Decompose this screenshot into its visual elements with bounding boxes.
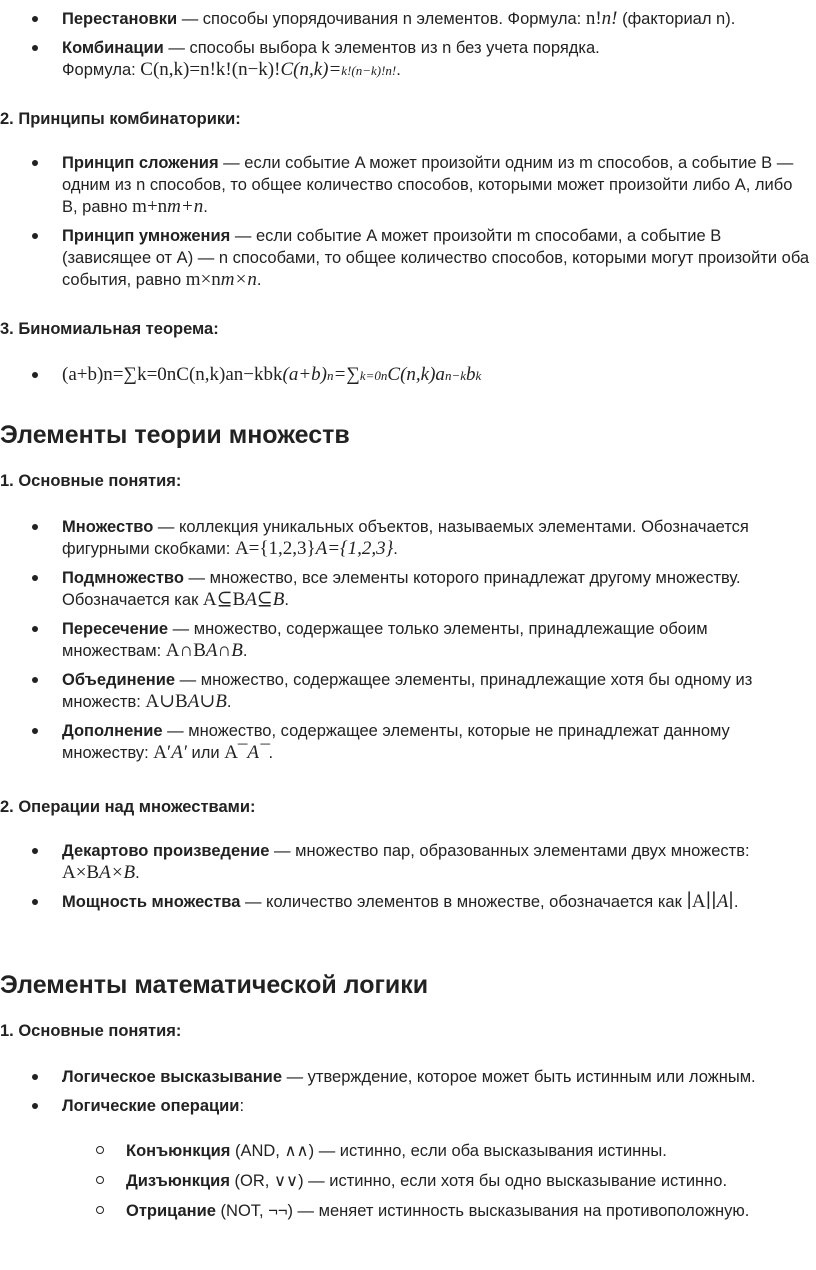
- list-item: [62, 516, 810, 560]
- term-negation: Отрицание: [126, 1202, 216, 1220]
- definition-text: .: [396, 61, 401, 79]
- definition-text: (OR, ∨∨) — истинно, если хотя бы одно высказывание истинно.: [229, 1172, 728, 1190]
- formula: A∪B: [187, 691, 227, 712]
- set-operations-list: [62, 840, 810, 920]
- set-concepts-list: [62, 516, 810, 771]
- definition-text: .: [393, 540, 398, 558]
- formula: ∣A∣: [686, 891, 712, 912]
- term-product-rule: Принцип умножения: [62, 227, 231, 245]
- list-item: [62, 1066, 810, 1088]
- list-item: [62, 37, 810, 82]
- term-permutations: Перестановки: [62, 10, 178, 28]
- formula: A′: [153, 742, 172, 763]
- term-intersection: Пересечение: [62, 620, 169, 638]
- formula: A×B: [62, 862, 100, 883]
- definition-text: .: [242, 642, 248, 660]
- formula: A¯: [224, 742, 248, 763]
- combinatorics-formulas-list: [62, 8, 810, 89]
- formula: m×n: [185, 269, 221, 290]
- definition-text: .: [256, 271, 262, 289]
- formula: A⊆B: [245, 589, 285, 610]
- formula: b: [465, 364, 476, 385]
- formula: A={1,2,3}: [234, 538, 316, 559]
- section-heading: 1. Основные понятия:: [0, 472, 182, 490]
- definition-text: .: [284, 591, 289, 609]
- definition-text: (AND, ∧∧) — истинно, если оба высказывания истинны.: [230, 1142, 667, 1160]
- section-heading: 2. Принципы комбинаторики:: [0, 110, 241, 128]
- formula: A¯: [247, 742, 269, 763]
- logic-concepts-list: [62, 1066, 810, 1124]
- formula: m×n: [220, 269, 257, 290]
- list-item: [62, 720, 810, 764]
- definition-text: — множество, все элементы которого принадлежат другому множеству. Обозначается как: [62, 569, 741, 609]
- definition-text: .: [135, 864, 140, 882]
- term-logical-statement: Логическое высказывание: [62, 1068, 282, 1086]
- list-item: [62, 840, 810, 884]
- section-heading: 2. Операции над множествами:: [0, 798, 256, 816]
- list-item: [62, 891, 810, 913]
- formula: A×B: [99, 862, 136, 883]
- term-combinations: Комбинации: [62, 39, 164, 57]
- formula: A∩B: [165, 640, 206, 661]
- formula: (a+b): [282, 364, 327, 385]
- formula: n!: [585, 8, 602, 29]
- formula: k=0n: [359, 368, 388, 383]
- formula: m+n: [132, 196, 168, 217]
- definition-text: :: [239, 1097, 245, 1115]
- section-heading: 3. Биномиальная теорема:: [0, 320, 219, 338]
- definition-text: — множество, содержащее только элементы, принадлежащие обоим множествам:: [62, 620, 708, 660]
- definition-text: — способы упорядочивания n элементов. Формула:: [177, 10, 586, 28]
- list-item: [62, 1095, 810, 1117]
- definition-text: — коллекция уникальных объектов, называемых элементами. Обозначается фигурными скобками:: [62, 518, 749, 558]
- definition-text: — если событие A может произойти одним из m способов, а событие B — одним из n способов, то общее количество способов, которыми может произойти либо A, либо B, равно: [62, 154, 794, 216]
- definition-text: Формула:: [62, 61, 141, 79]
- definition-text: .: [226, 693, 232, 711]
- term-conjunction: Конъюнкция: [126, 1142, 231, 1160]
- formula: A⊆B: [202, 589, 246, 610]
- logical-operations-sublist: [126, 1140, 810, 1230]
- section-heading: 1. Основные понятия:: [0, 1022, 182, 1040]
- definition-text: — способы выбора k элементов из n без учета порядка.: [163, 39, 600, 57]
- definition-text: — утверждение, которое может быть истинным или ложным.: [282, 1068, 756, 1086]
- list-item: [126, 1140, 810, 1162]
- term-disjunction: Дизъюнкция: [126, 1172, 230, 1190]
- formula: C(n,k)=: [280, 59, 342, 80]
- definition-text: — если событие A может произойти m способами, а событие B (зависящее от A) — n способами, то общее количество способов, которыми могут произойти оба события, равно: [62, 227, 810, 289]
- term-set: Множество: [62, 518, 154, 536]
- term-union: Объединение: [62, 671, 176, 689]
- formula: k!(n−k)!n!: [341, 63, 397, 78]
- definition-text: — множество, содержащее элементы, которые не принадлежат данному множеству:: [62, 722, 730, 762]
- list-item: [62, 669, 810, 713]
- list-item: [126, 1170, 810, 1192]
- list-item: [62, 152, 810, 218]
- definition-text: (NOT, ¬¬) — меняет истинность высказывания на противоположную.: [215, 1202, 750, 1220]
- formula: =∑: [333, 364, 360, 385]
- definition-text: — множество пар, образованных элементами двух множеств:: [269, 842, 750, 860]
- formula: C(n,k)=n!k!(n−k)!: [140, 59, 281, 80]
- list-item: [126, 1200, 810, 1222]
- definition-text: .: [733, 893, 739, 911]
- list-item: [62, 8, 810, 30]
- formula: n−k: [444, 368, 466, 383]
- term-subset: Подмножество: [62, 569, 184, 587]
- definition-text: .: [203, 198, 208, 216]
- binomial-list: [62, 364, 810, 394]
- formula: (a+b)n=∑k=0nC(n,k)an−kbk: [62, 364, 283, 385]
- page-title: Элементы теории множеств: [0, 421, 350, 449]
- list-item: [62, 225, 810, 291]
- formula: A′: [171, 742, 187, 763]
- formula: ∣A∣: [711, 891, 734, 912]
- definition-text: .: [268, 744, 274, 762]
- definition-text: — количество элементов в множестве, обозначается как: [240, 893, 687, 911]
- formula: n!: [601, 8, 618, 29]
- list-item: [62, 364, 810, 387]
- term-cardinality: Мощность множества: [62, 893, 241, 911]
- definition-text: или: [186, 744, 225, 762]
- formula: A={1,2,3}: [315, 538, 394, 559]
- list-item: [62, 567, 810, 611]
- list-item: [62, 618, 810, 662]
- term-logical-operations: Логические операции: [62, 1097, 240, 1115]
- formula: A∩B: [205, 640, 243, 661]
- principles-list: [62, 152, 810, 298]
- formula: m+n: [167, 196, 204, 217]
- formula: A∪B: [145, 691, 188, 712]
- formula: n: [327, 368, 334, 383]
- definition-text: (факториал n).: [617, 10, 736, 28]
- page-title: Элементы математической логики: [0, 971, 429, 999]
- term-cartesian-product: Декартово произведение: [62, 842, 270, 860]
- formula: C(n,k)a: [387, 364, 445, 385]
- term-sum-rule: Принцип сложения: [62, 154, 219, 172]
- formula: k: [475, 368, 482, 383]
- definition-text: — множество, содержащее элементы, принадлежащие хотя бы одному из множеств:: [62, 671, 753, 711]
- term-complement: Дополнение: [62, 722, 163, 740]
